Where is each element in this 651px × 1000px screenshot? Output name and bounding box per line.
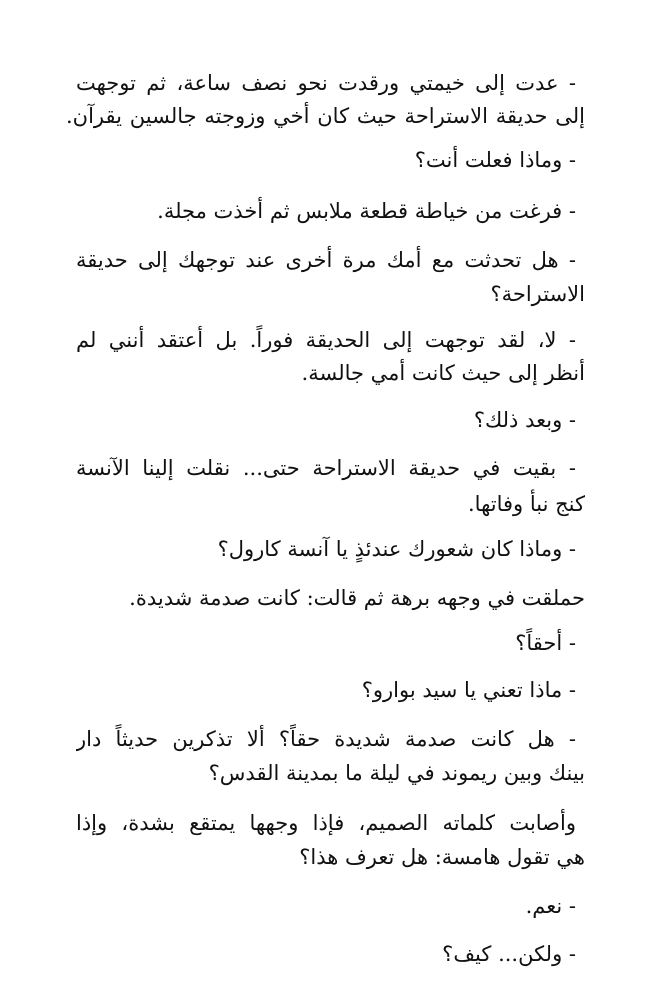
text-line: - بقيت في حديقة الاستراحة حتى... نقلت إلينا الآنسة (76, 456, 576, 480)
text-line: بينك وبين ريموند في ليلة ما بمدينة القدس؟ (208, 761, 585, 785)
text-line: - وبعد ذلك؟ (473, 408, 576, 432)
text-line: - هل تحدثت مع أمك مرة أخرى عند توجهك إلى حديقة (76, 248, 576, 272)
text-line: الاستراحة؟ (490, 282, 585, 306)
text-line: - فرغت من خياطة قطعة ملابس ثم أخذت مجلة. (157, 199, 576, 223)
text-line: أنظر إلى حيث كانت أمي جالسة. (301, 361, 585, 385)
text-line: - نعم. (525, 894, 576, 918)
text-line: - ماذا تعني يا سيد بوارو؟ (361, 678, 576, 702)
text-line: - وماذا كان شعورك عندئذٍ يا آنسة كارول؟ (217, 537, 576, 561)
text-line: هي تقول هامسة: هل تعرف هذا؟ (299, 845, 585, 869)
text-line: كنج نبأ وفاتها. (468, 492, 585, 516)
text-line: - هل كانت صدمة شديدة حقاً؟ ألا تذكرين حديثاً دار (76, 727, 576, 751)
text-line: حملقت في وجهه برهة ثم قالت: كانت صدمة شديدة. (129, 586, 585, 610)
text-line: - ولكن... كيف؟ (442, 942, 576, 966)
text-line: - لا، لقد توجهت إلى الحديقة فوراً. بل أعتقد أنني لم (76, 328, 576, 352)
text-line: - عدت إلى خيمتي ورقدت نحو نصف ساعة، ثم توجهت (76, 71, 576, 95)
text-line: - أحقاً؟ (515, 631, 576, 655)
text-line: وأصابت كلماته الصميم، فإذا وجهها يمتقع بشدة، وإذا (76, 811, 576, 835)
text-line: إلى حديقة الاستراحة حيث كان أخي وزوجته جالسين يقرآن. (66, 104, 585, 128)
text-line: - وماذا فعلت أنت؟ (414, 148, 576, 172)
